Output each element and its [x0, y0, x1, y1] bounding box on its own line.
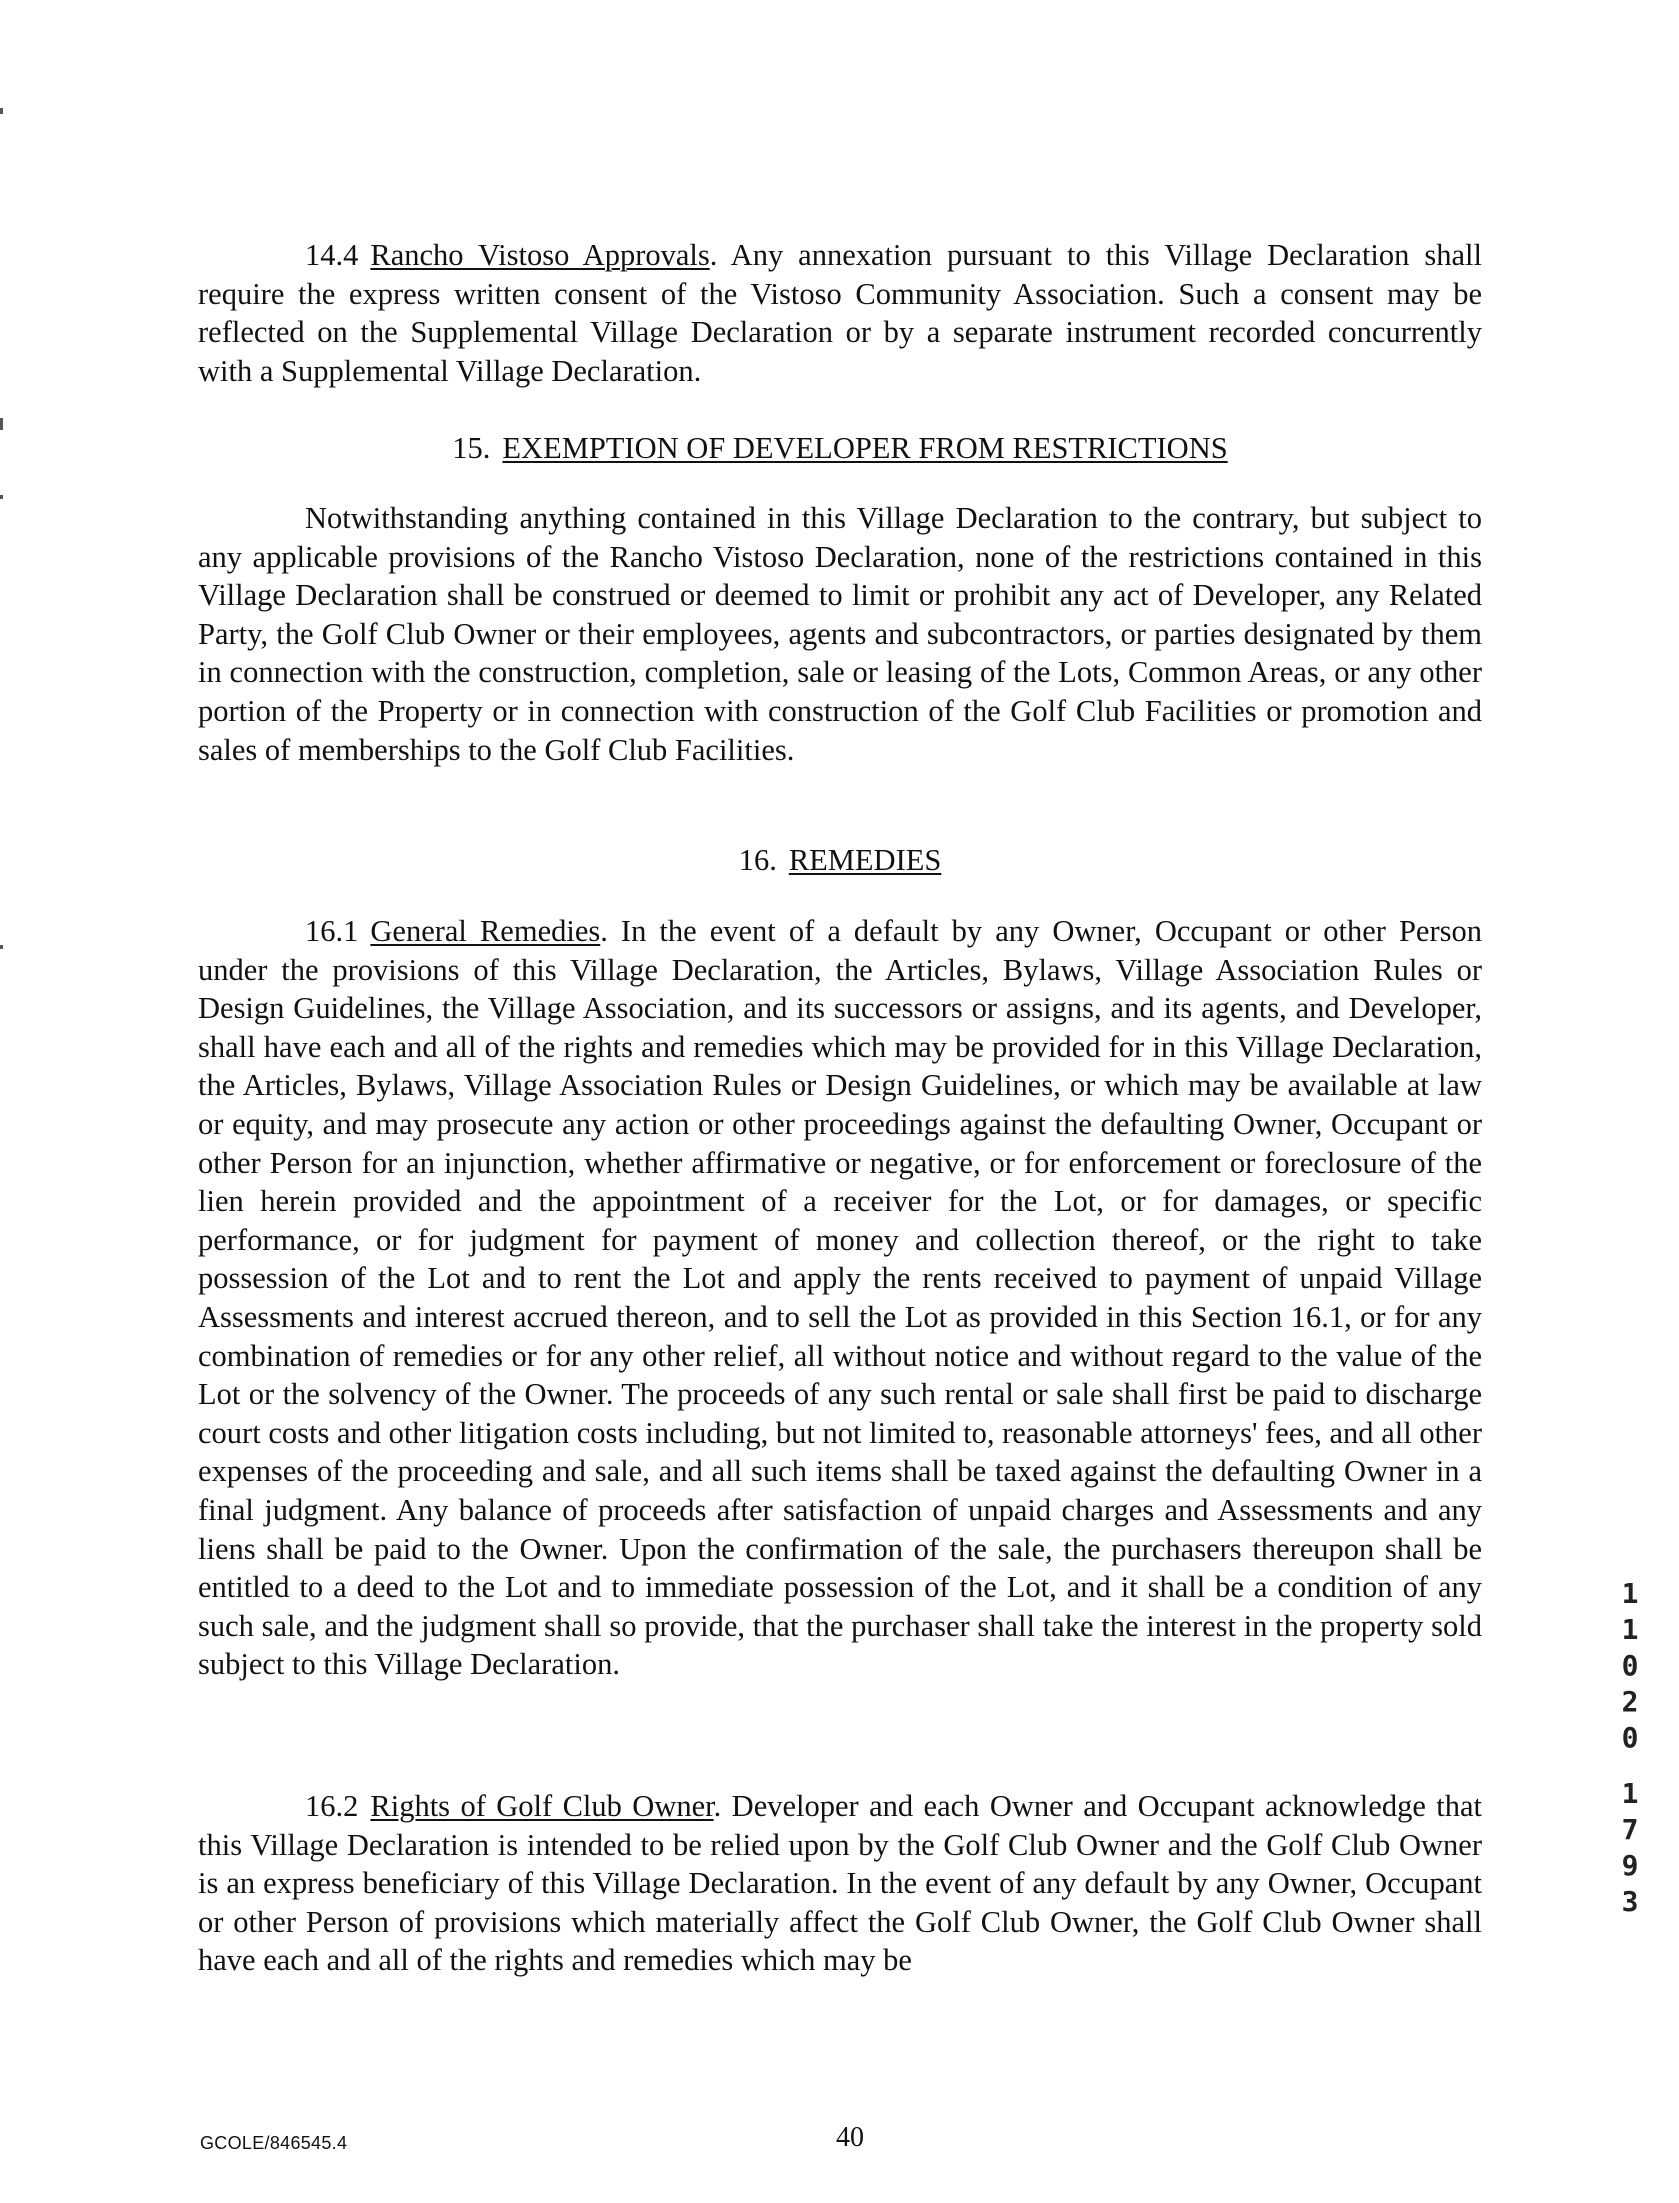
section-title: Rights of Golf Club Owner	[370, 1789, 714, 1823]
stamp-digit: 0	[1621, 1649, 1639, 1682]
section-16-1	[198, 912, 1482, 1684]
recording-stamp-lower	[1618, 1776, 1642, 1920]
stamp-digit: 2	[1621, 1685, 1639, 1718]
scan-margin-mark	[0, 418, 3, 430]
section-number: 16.1	[305, 914, 359, 948]
stamp-digit: 7	[1621, 1813, 1639, 1846]
section-text: . In the event of a default by any Owner, Occupant or other Person under the provisions of this Village Declaration, the Articles, Bylaws, Village Association Rules or Design Guidelines, the Village Association, and its successors or assigns, and its agents, and Developer, shall have each and all of the rights and remedies which may be provided for in this Village Declaration, the Articles, Bylaws, Village Association Rules or Design Guidelines, or which may be available at law or equity, and may prosecute any action or other proceedings against the defaulting Owner, Occupant or other Person for an injunction, whether affirmative or negative, or for enforcement or foreclosure of the lien herein provided and the appointment of a receiver for the Lot, or for damages, or specific performance, or for judgment for payment of money and collection thereof, or the right to take possession of the Lot and to rent the Lot and apply the rents received to payment of unpaid Village Assessments and interest accrued thereon, and to sell the Lot as provided in this Section 16.1, or for any combination of remedies or for any other relief, all without notice and without regard to the value of the Lot or the solvency of the Owner. The proceeds of any such rental or sale shall first be paid to discharge court costs and other litigation costs including, but not limited to, reasonable attorneys' fees, and all other expenses of the proceeding and sale, and all such items shall be taxed against the defaulting Owner in a final judgment. Any balance of proceeds after satisfaction of unpaid charges and Assessments and any liens shall be paid to the Owner. Upon the confirmation of the sale, the purchasers thereupon shall be entitled to a deed to the Lot and to immediate possession of the Lot, and it shall be a condition of any such sale, and the judgment shall so provide, that the purchaser shall take the interest in the property sold subject to this Village Declaration.	[198, 914, 1482, 1682]
section-number: 14.4	[305, 238, 359, 272]
section-16-2	[198, 1787, 1482, 1980]
section-number: 16.	[738, 843, 777, 877]
stamp-digit: 1	[1621, 1613, 1639, 1646]
section-number: 15.	[452, 431, 491, 465]
stamp-digit: 1	[1621, 1777, 1639, 1810]
section-title: Rancho Vistoso Approvals	[370, 238, 710, 272]
section-15-heading	[198, 429, 1482, 467]
section-title: General Remedies	[370, 914, 601, 948]
stamp-digit: 9	[1621, 1849, 1639, 1882]
recording-stamp-upper	[1618, 1576, 1642, 1756]
stamp-digit: 3	[1621, 1885, 1639, 1918]
section-text: . Any annexation pursuant to this Village Declaration shall require the express written consent of the Vistoso Community Association. Such a consent may be reflected on the Supplemental Village Declaration or by a separate instrument recorded concurrently with a Supplemental Village Declaration.	[198, 238, 1482, 388]
heading-text: REMEDIES	[788, 843, 942, 877]
heading-text: EXEMPTION OF DEVELOPER FROM RESTRICTIONS	[502, 431, 1228, 465]
stamp-digit: 1	[1621, 1577, 1639, 1610]
section-14-4	[198, 236, 1482, 390]
section-16-heading	[198, 841, 1482, 879]
section-15-body: Notwithstanding anything contained in this Village Declaration to the contrary, but subject to any applicable provisions of the Rancho Vistoso Declaration, none of the restrictions contained in this Village Declaration shall be construed or deemed to limit or prohibit any act of Developer, any Related Party, the Golf Club Owner or their employees, agents and subcontractors, or parties designated by them in connection with the construction, completion, sale or leasing of the Lots, Common Areas, or any other portion of the Property or in connection with construction of the Golf Club Facilities or promotion and sales of memberships to the Golf Club Facilities.	[198, 501, 1482, 767]
section-number: 16.2	[305, 1789, 359, 1823]
page-number: 40	[836, 2122, 864, 2153]
footer-doc-id: GCOLE/846545.4	[200, 2133, 348, 2153]
stamp-digit: 0	[1621, 1721, 1639, 1754]
section-text: . Developer and each Owner and Occupant acknowledge that this Village Declaration is intended to be relied upon by the Golf Club Owner and the Golf Club Owner is an express beneficiary of this Village Declaration. In the event of any default by any Owner, Occupant or other Person of provisions which materially affect the Golf Club Owner, the Golf Club Owner shall have each and all of the rights and remedies which may be	[198, 1789, 1483, 1978]
scan-margin-mark	[0, 945, 3, 949]
scan-margin-mark	[0, 108, 3, 114]
scan-margin-mark	[0, 495, 3, 499]
